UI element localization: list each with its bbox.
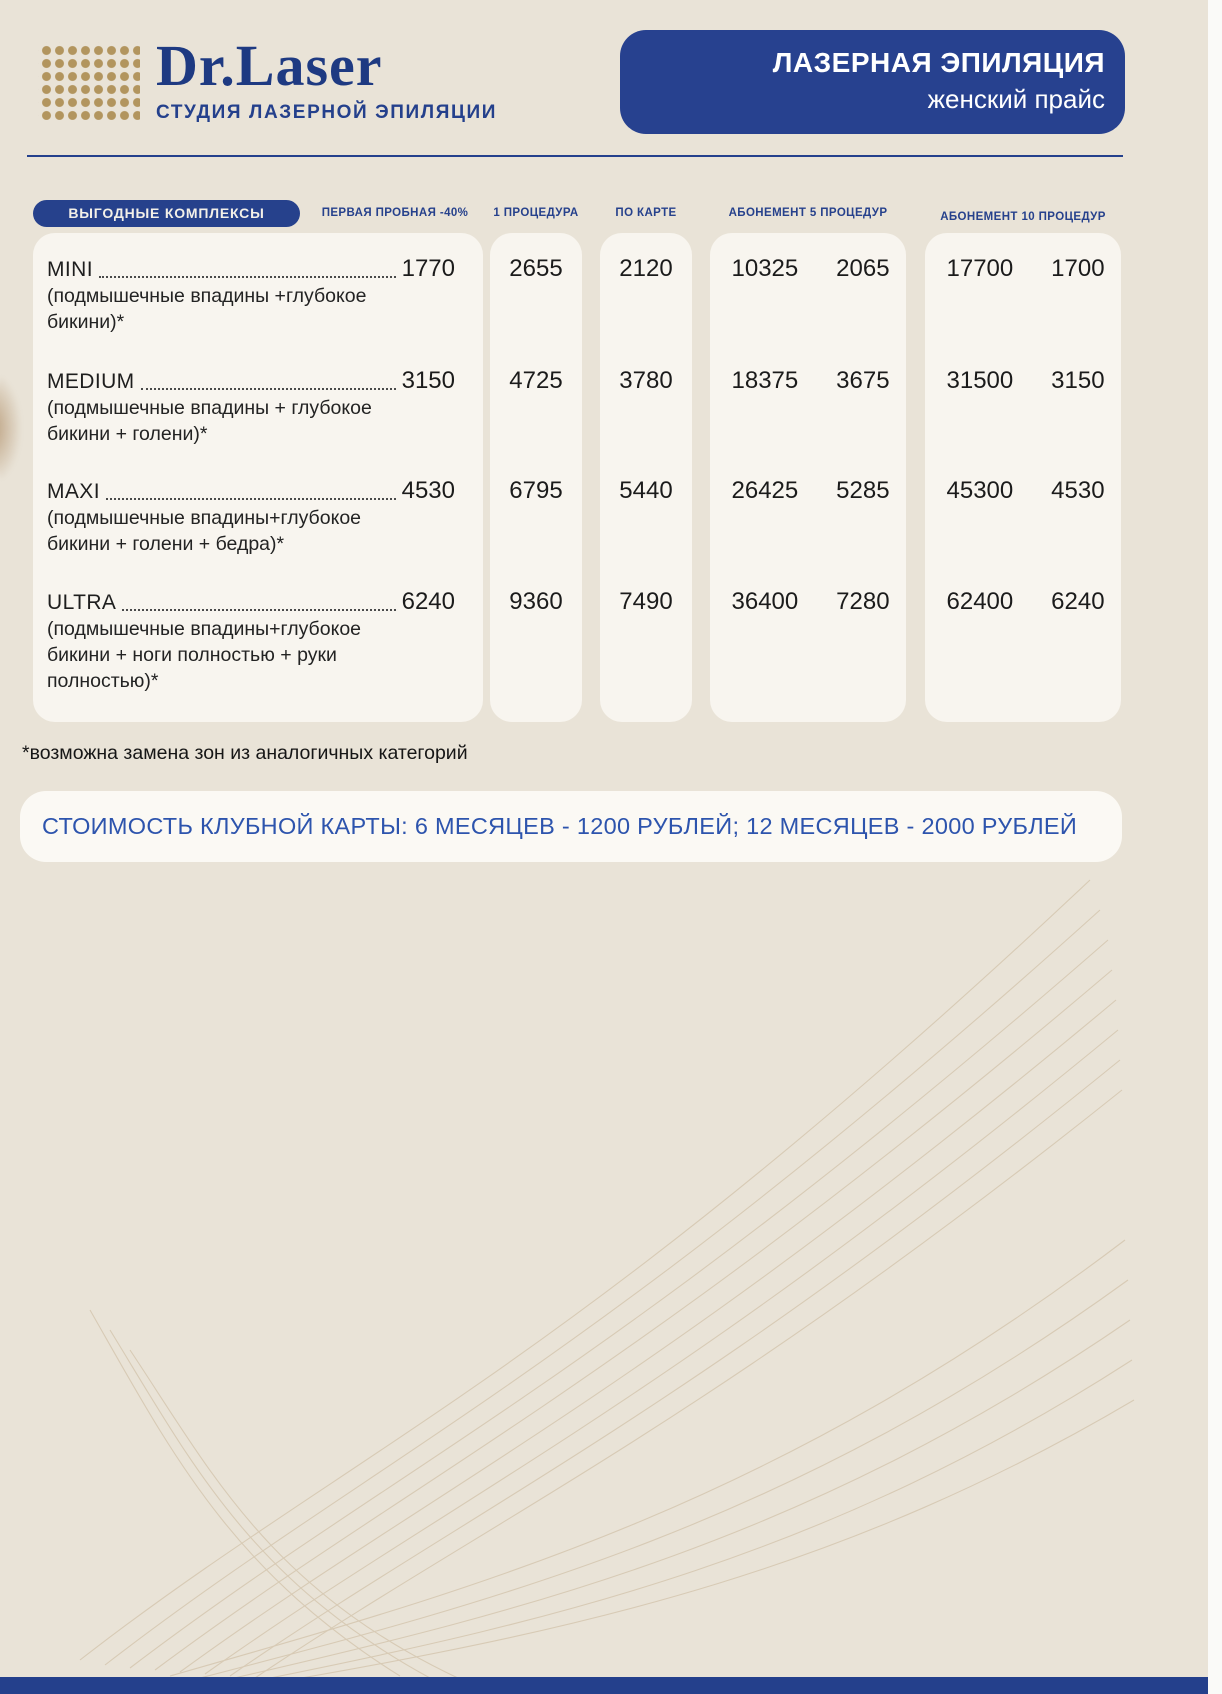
price-value-total: 26425 bbox=[731, 477, 799, 504]
price-value: 2655 bbox=[509, 255, 563, 282]
logo-dots-icon bbox=[38, 42, 140, 120]
column-header-first-trial: ПЕРВАЯ ПРОБНАЯ -40% bbox=[321, 207, 469, 219]
brand-text bbox=[156, 33, 497, 124]
column-header-sub10: АБОНЕМЕНТ 10 ПРОЦЕДУР bbox=[940, 211, 1106, 223]
price-value-each: 2065 bbox=[836, 255, 890, 282]
package-description: (подмышечные впадины +глубокое бикини)* bbox=[47, 285, 367, 333]
price-value-total: 10325 bbox=[731, 255, 799, 282]
price-value-total: 45300 bbox=[946, 477, 1014, 504]
package-row-title bbox=[47, 367, 455, 397]
price-value-total: 18375 bbox=[731, 367, 799, 394]
price-value-each: 3150 bbox=[1051, 367, 1105, 394]
footnote: *возможна замена зон из аналогичных категорий bbox=[22, 742, 468, 764]
club-card-text: СТОИМОСТЬ КЛУБНОЙ КАРТЫ: 6 МЕСЯЦЕВ - 1200 РУБЛЕЙ; 12 МЕСЯЦЕВ - 2000 РУБЛЕЙ bbox=[42, 813, 1078, 839]
package-name: MEDIUM bbox=[47, 370, 135, 393]
column-header-single: 1 ПРОЦЕДУРА bbox=[493, 207, 579, 219]
package-row-title bbox=[47, 255, 455, 285]
price-value-each: 7280 bbox=[836, 588, 890, 615]
decorative-swirls bbox=[50, 810, 1140, 1680]
brand-tagline: СТУДИЯ ЛАЗЕРНОЙ ЭПИЛЯЦИИ bbox=[156, 102, 497, 123]
price-value: 9360 bbox=[509, 588, 563, 615]
header-badge bbox=[620, 30, 1125, 134]
subscription-5-column bbox=[710, 233, 906, 722]
packages-column bbox=[33, 233, 483, 722]
club-card-banner bbox=[20, 791, 1122, 862]
package-name: MAXI bbox=[47, 480, 100, 503]
first-trial-price: 4530 bbox=[401, 477, 455, 504]
price-value: 4725 bbox=[509, 367, 563, 394]
price-value-each: 3675 bbox=[836, 367, 890, 394]
column-header-card: ПО КАРТЕ bbox=[615, 207, 677, 219]
price-value: 6795 bbox=[509, 477, 563, 504]
header-divider bbox=[27, 155, 1123, 157]
package-row-title bbox=[47, 477, 455, 507]
price-value: 3780 bbox=[619, 367, 673, 394]
brand-name: Dr.Laser bbox=[156, 33, 383, 98]
package-description: (подмышечные впадины+глубокое бикини + ноги полностью + руки полностью)* bbox=[47, 618, 362, 692]
price-value-total: 62400 bbox=[946, 588, 1014, 615]
price-value-each: 6240 bbox=[1051, 588, 1105, 615]
single-procedure-column bbox=[490, 233, 582, 722]
subscription-10-column bbox=[925, 233, 1121, 722]
price-value: 2120 bbox=[619, 255, 673, 282]
section-badge: ВЫГОДНЫЕ КОМПЛЕКСЫ bbox=[33, 200, 300, 227]
header-badge-subtitle: женский прайс bbox=[927, 84, 1105, 114]
page-right-margin bbox=[1208, 0, 1222, 1694]
header-badge-title: ЛАЗЕРНАЯ ЭПИЛЯЦИЯ bbox=[772, 47, 1105, 78]
first-trial-price: 3150 bbox=[401, 367, 455, 394]
price-value-each: 5285 bbox=[836, 477, 890, 504]
price-value-each: 1700 bbox=[1051, 255, 1105, 282]
package-row-title bbox=[47, 588, 455, 618]
package-name: MINI bbox=[47, 258, 93, 281]
dotted-leader bbox=[106, 497, 396, 500]
package-description: (подмышечные впадины + глубокое бикини + голени)* bbox=[47, 397, 372, 445]
dotted-leader bbox=[141, 387, 396, 390]
package-description: (подмышечные впадины+глубокое бикини + голени + бедра)* bbox=[47, 507, 362, 555]
brand-logo bbox=[38, 33, 497, 124]
price-value: 5440 bbox=[619, 477, 673, 504]
dotted-leader bbox=[122, 608, 395, 611]
dotted-leader bbox=[99, 275, 396, 278]
package-name: ULTRA bbox=[47, 591, 117, 614]
first-trial-price: 1770 bbox=[401, 255, 455, 282]
price-value-total: 36400 bbox=[731, 588, 799, 615]
price-value: 7490 bbox=[619, 588, 673, 615]
footer-bar bbox=[0, 1677, 1208, 1694]
first-trial-price: 6240 bbox=[401, 588, 455, 615]
edge-smudge-decoration bbox=[0, 372, 22, 484]
price-value-total: 17700 bbox=[946, 255, 1014, 282]
column-header-sub5: АБОНЕМЕНТ 5 ПРОЦЕДУР bbox=[728, 207, 888, 219]
by-card-column bbox=[600, 233, 692, 722]
price-value-total: 31500 bbox=[946, 367, 1014, 394]
price-value-each: 4530 bbox=[1051, 477, 1105, 504]
